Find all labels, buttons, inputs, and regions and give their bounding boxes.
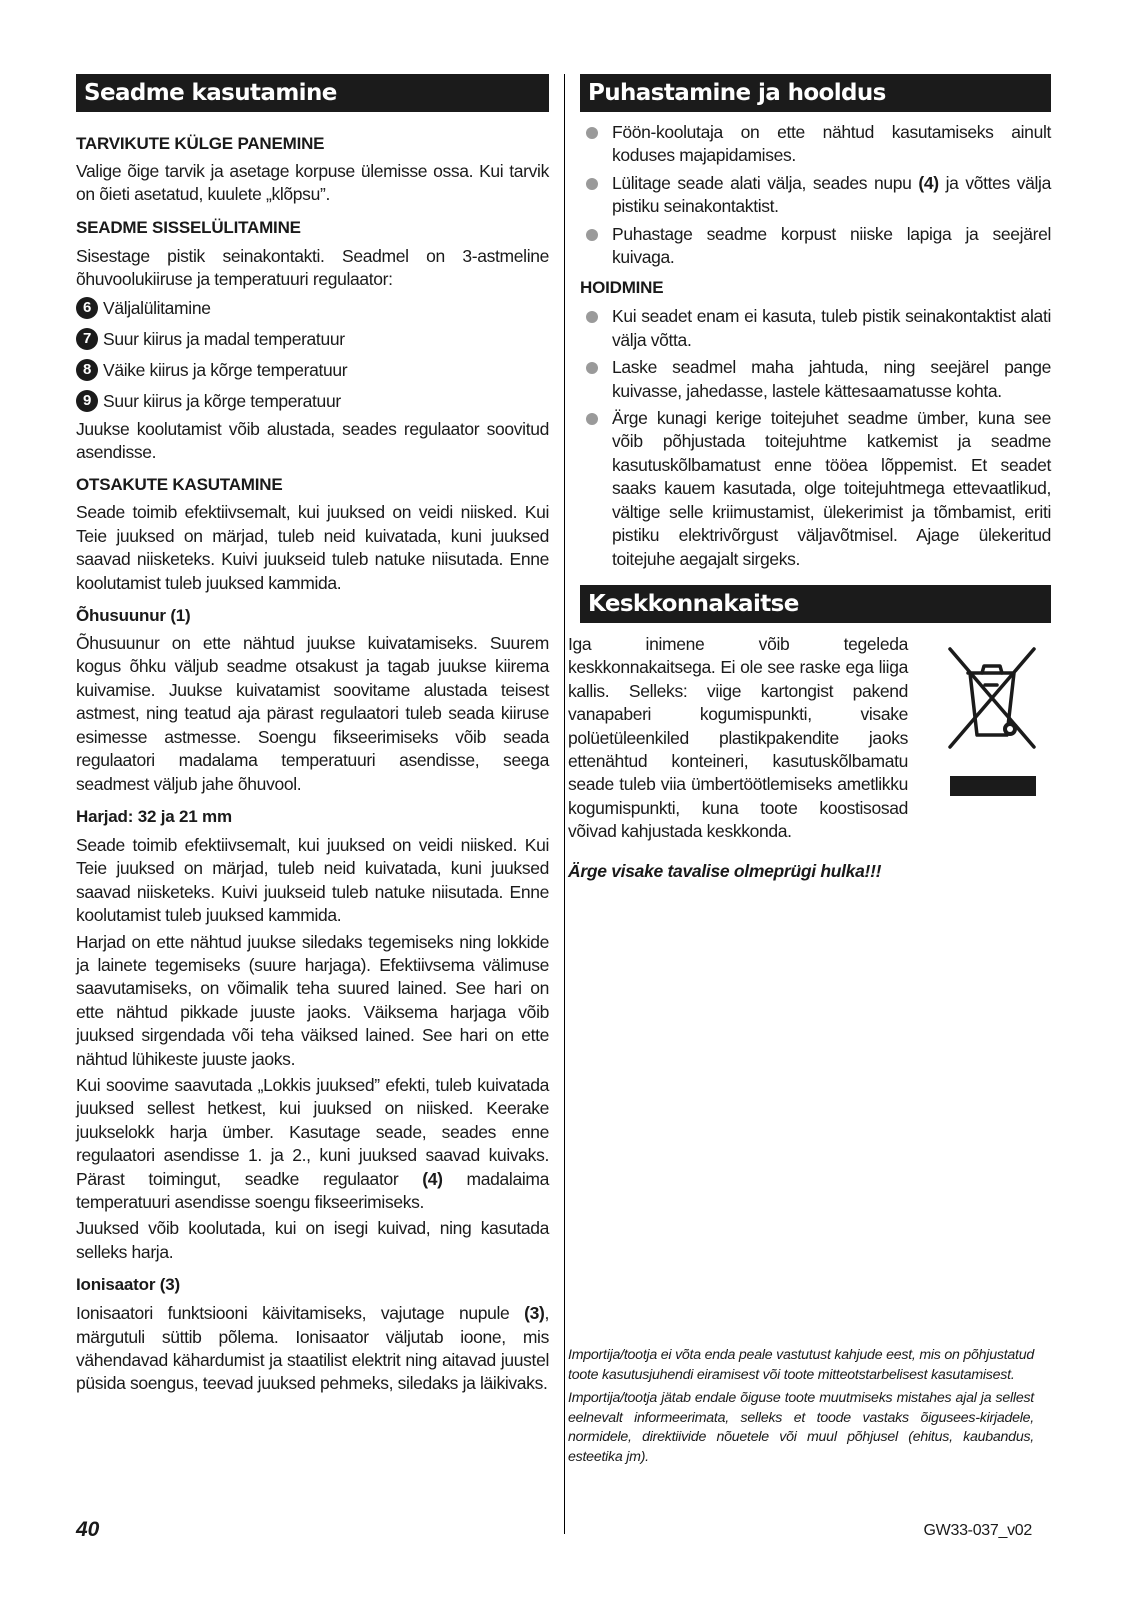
section-header-cleaning: Puhastamine ja hooldus bbox=[580, 74, 1051, 112]
paragraph-attach-accessories: Valige õige tarvik ja asetage korpuse ülemisse ossa. Kui tarvik on õieti asetatud, kuulete „klõpsu”. bbox=[76, 161, 549, 205]
settings-item bbox=[76, 324, 549, 355]
bullet-icon bbox=[586, 311, 598, 323]
bullet-icon bbox=[586, 127, 598, 139]
number-badge-icon: 8 bbox=[76, 359, 98, 381]
list-item: Föön-koolutaja on ette nähtud kasutamiseks ainult koduses majapidamises. bbox=[580, 121, 1051, 168]
subhead-storage: HOIDMINE bbox=[580, 278, 664, 298]
subhead-switching-on: SEADME SISSELÜLITAMINE bbox=[76, 217, 301, 237]
number-badge-icon: 6 bbox=[76, 297, 98, 319]
subhead-air-concentrator: Õhusuunur (1) bbox=[76, 606, 191, 626]
settings-item-label: Suur kiirus ja madal temperatuur bbox=[103, 328, 345, 349]
list-item: Lülitage seade alati välja, seades nupu (4) ja võttes välja pistiku seinakontaktist. bbox=[580, 172, 1051, 219]
bullet-icon bbox=[586, 413, 598, 425]
settings-item-label: Väike kiirus ja kõrge temperatuur bbox=[103, 359, 348, 380]
settings-list bbox=[76, 293, 549, 417]
paragraph-brushes-1: Seade toimib efektiivsemalt, kui juuksed on veidi niisked. Kui Teie juuksed on märjad, tuleb neid kuivatada, kuni juuksed saavad niisketeks. Kuivi juukseid tuleb natuke niisutada. Enne koolutamist tuleb juuksed kammida. bbox=[76, 834, 549, 926]
list-item: Kui seadet enam ei kasuta, tuleb pistik seinakontaktist alati välja võtta. bbox=[580, 305, 1051, 352]
settings-item bbox=[76, 293, 549, 324]
subhead-ionizer: Ionisaator (3) bbox=[76, 1275, 180, 1295]
subhead-attach-accessories: TARVIKUTE KÜLGE PANEMINE bbox=[76, 134, 325, 153]
column-divider bbox=[564, 74, 565, 1534]
paragraph-air-concentrator: Õhusuunur on ette nähtud juukse kuivatamiseks. Suurem kogus õhku väljub seadme otsakust ja tagab juukse kiirema kuivamise. Juukse kuivatamist soovitame alustada teisest astmest, ning teatud aja pärast regulaatori tuleb seada kiiruse esimesse astmesse. Soengu fikseerimiseks võib seada regulaatori madalama temperatuuri asendisse, seega seadmest väljub jahe õhuvool. bbox=[76, 633, 549, 794]
number-badge-icon: 9 bbox=[76, 390, 98, 412]
disclaimer-paragraph: Importija/tootja ei võta enda peale vastutust kahjude eest, mis on põhjustatud toote kasutusjuhendi eiramisest või toote mitteotstarbelisest kasutamisest. bbox=[568, 1347, 1034, 1383]
section-header-usage: Seadme kasutamine bbox=[76, 74, 549, 112]
subhead-brushes: Harjad: 32 ja 21 mm bbox=[76, 806, 232, 826]
settings-item-label: Väljalülitamine bbox=[103, 297, 211, 318]
bullet-icon bbox=[586, 178, 598, 190]
paragraph-brushes-4: Juuksed võib koolutada, kui on isegi kuivad, ning kasutada selleks harja. bbox=[76, 1218, 549, 1262]
right-column bbox=[568, 74, 1051, 882]
bullet-icon bbox=[586, 229, 598, 241]
disclaimer-block bbox=[568, 1346, 1034, 1471]
crossed-bin-icon bbox=[940, 643, 1040, 753]
section-header-environment: Keskkonnakaitse bbox=[580, 585, 1051, 623]
bullet-icon bbox=[586, 362, 598, 374]
weee-symbol bbox=[940, 643, 1040, 796]
storage-list bbox=[580, 305, 1051, 570]
environment-block bbox=[568, 633, 1051, 882]
paragraph-switching-on: Sisestage pistik seinakontakti. Seadmel on 3-astmeline õhuvoolukiiruse ja temperatuuri regulaator: bbox=[76, 245, 549, 290]
weee-bar bbox=[950, 776, 1036, 796]
settings-item bbox=[76, 386, 549, 417]
document-code: GW33-037_v02 bbox=[923, 1522, 1032, 1539]
number-badge-icon: 7 bbox=[76, 328, 98, 350]
list-item: Puhastage seadme korpust niiske lapiga ja seejärel kuivaga. bbox=[580, 223, 1051, 270]
paragraph-curl-start: Juukse koolutamist võib alustada, seades regulaator soovitud asendisse. bbox=[76, 418, 549, 463]
paragraph-using-attachments: Seade toimib efektiivsemalt, kui juuksed on veidi niisked. Kui Teie juuksed on märjad, tuleb neid kuivatada, kuni juuksed saavad niisketeks. Kuivi juukseid tuleb natuke niisutada. Enne koolutamist tuleb juuksed kammida. bbox=[76, 502, 549, 593]
disclaimer-paragraph: Importija/tootja jätab endale õiguse toote muutmiseks mistahes ajal ja sellest eelnevalt informeerimata, selleks et toode vastaks õigusees-kirjadele, normidele, direktiivide nõuetele või muul põhjusel (ehitus, kaubandus, esteetika jm). bbox=[568, 1390, 1034, 1465]
paragraph-brushes-3: Kui soovime saavutada „Lokkis juuksed” efekti, tuleb kuivatada juuksed sellest hetkest, kui juuksed on niisked. Keerake juukselokk harja ümber. Kasutage seade, seades enne regulaatori asendisse 1. ja 2., kuni juuksed saavad kuivaks. Pärast toimingut, seadke regulaator (4) madalaima temperatuuri asendisse soengu fikseerimiseks. bbox=[76, 1074, 549, 1212]
settings-item bbox=[76, 355, 549, 386]
list-item: Laske seadmel maha jahtuda, ning seejärel pange kuivasse, jahedasse, lastele kättesaamatusse kohta. bbox=[580, 356, 1051, 403]
warning-text: Ärge visake tavalise olmeprügi hulka!!! bbox=[568, 860, 882, 881]
page-number: 40 bbox=[76, 1518, 100, 1541]
paragraph-brushes-2: Harjad on ette nähtud juukse siledaks tegemiseks ning lokkide ja lainete tegemiseks (suure harjaga). Efektiivsema välimuse saavutamiseks, on võimalik teha suured lained. See hari on ette nähtud pikkade juuste jaoks. Väiksema harjaga võib juuksed sirgendada või teha väiksed lained. See hari on ette nähtud lühikeste juuste jaoks. bbox=[76, 931, 549, 1069]
left-column bbox=[76, 74, 549, 1396]
care-list bbox=[580, 121, 1051, 269]
list-item: Ärge kunagi kerige toitejuhet seadme ümber, kuna see võib põhjustada toitejuhtme katkemist ja seadme kasutuskõlbamatust enne tööea lõppemist. Et seadet saaks kauem kasutada, olge toitejuhtmega ettevaatlikud, vältige selle kriimustamist, ülekerimist ja tõmbamist, eriti pistiku elektrivõrgust väljavõtmisel. Ajage ülekeritud toitejuhe aegajalt sirgeks. bbox=[580, 407, 1051, 571]
paragraph-ionizer: Ionisaatori funktsiooni käivitamiseks, vajutage nupule (3), märgutuli süttib põlema. Ionisaator väljutab ioone, mis vähendavad kähardumist ja staatilist elektrit ning aitavad juustel püsida soengus, teevad juuksed pehmeks, siledaks ja läikivaks. bbox=[76, 1303, 549, 1394]
subhead-using-attachments: OTSAKUTE KASUTAMINE bbox=[76, 475, 283, 495]
paragraph-environment: Iga inimene võib tegeleda keskkonnakaitsega. Ei ole see raske ega liiga kallis. Selleks: viige kartongist pakend vanapaberi kogumispunkti, visake polüetüleenkiled plastikpakendite jaoks ettenähtud konteineri, kasutuskõlbamatu seade tuleb viia ümbertöötlemiseks ametlikku kogumispunkti, kuna toote koostisosad võivad kahjustada keskkonda. bbox=[568, 633, 908, 842]
settings-item-label: Suur kiirus ja kõrge temperatuur bbox=[103, 390, 341, 411]
